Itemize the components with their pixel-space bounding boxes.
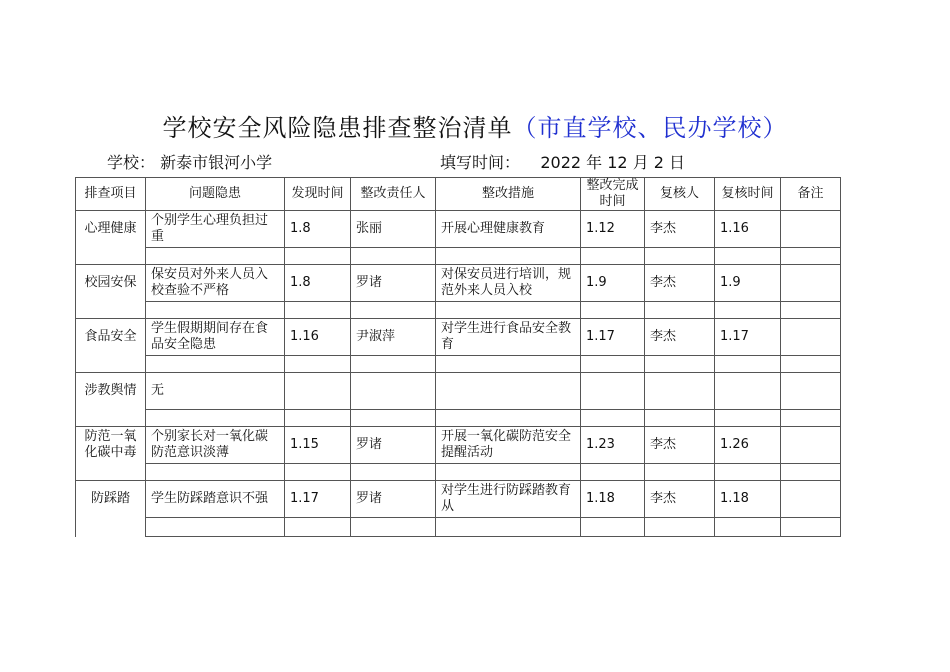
table-spacer-row xyxy=(76,302,841,319)
table-cell: 1.8 xyxy=(285,265,351,302)
table-cell xyxy=(781,373,841,410)
table-row xyxy=(76,427,841,464)
header-cell: 整改责任人 xyxy=(351,178,436,211)
table-cell: 学生防踩踏意识不强 xyxy=(146,481,285,518)
table-cell: 对学生进行防踩踏教育从 xyxy=(436,481,581,518)
table-cell: 李杰 xyxy=(645,481,715,518)
table-row xyxy=(76,265,841,302)
table-cell: 罗诸 xyxy=(351,427,436,464)
table-cell: 防踩踏 xyxy=(76,481,146,518)
table-cell xyxy=(781,481,841,518)
table-cell: 学生假期期间存在食品安全隐患 xyxy=(146,319,285,356)
table-spacer-row xyxy=(76,518,841,537)
table-cell: 1.16 xyxy=(285,319,351,356)
table-row xyxy=(76,373,841,410)
table-cell: 1.8 xyxy=(285,211,351,248)
table-row xyxy=(76,481,841,518)
table-cell: 开展心理健康教育 xyxy=(436,211,581,248)
table-cell: 个别家长对一氧化碳防范意识淡薄 xyxy=(146,427,285,464)
table-spacer-row xyxy=(76,248,841,265)
table-cell: 心理健康 xyxy=(76,211,146,248)
table-cell: 1.16 xyxy=(715,211,781,248)
title-subtitle: （市直学校、民办学校） xyxy=(512,114,788,142)
risk-checklist-table xyxy=(75,177,841,537)
table-cell: 无 xyxy=(146,373,285,410)
table-spacer-row xyxy=(76,410,841,427)
table-cell: 个别学生心理负担过重 xyxy=(146,211,285,248)
table-cell: 尹淑萍 xyxy=(351,319,436,356)
table-cell xyxy=(781,427,841,464)
header-cell: 发现时间 xyxy=(285,178,351,211)
school-label: 学校： xyxy=(107,153,156,172)
header-cell: 排查项目 xyxy=(76,178,146,211)
header-cell: 复核时间 xyxy=(715,178,781,211)
header-cell: 整改完成时间 xyxy=(581,178,645,211)
table-cell xyxy=(351,373,436,410)
date-field xyxy=(440,150,685,173)
table-cell xyxy=(781,211,841,248)
header-row xyxy=(76,178,841,211)
table-cell xyxy=(436,373,581,410)
table-cell xyxy=(781,319,841,356)
title-main: 学校安全风险隐患排查整治清单 xyxy=(162,114,513,142)
date-label: 填写时间： xyxy=(440,153,521,172)
page-title xyxy=(0,108,950,143)
table-row xyxy=(76,319,841,356)
table-cell: 1.18 xyxy=(715,481,781,518)
table-cell: 张丽 xyxy=(351,211,436,248)
header-cell: 问题隐患 xyxy=(146,178,285,211)
table-cell: 1.17 xyxy=(581,319,645,356)
table-cell: 涉教舆情 xyxy=(76,373,146,410)
table-cell: 李杰 xyxy=(645,319,715,356)
table-cell xyxy=(781,265,841,302)
table-cell xyxy=(285,373,351,410)
date-value: 2022 年 12 月 2 日 xyxy=(540,153,686,172)
school-field xyxy=(107,150,272,173)
table-cell: 1.18 xyxy=(581,481,645,518)
table-cell: 校园安保 xyxy=(76,265,146,302)
table-spacer-row xyxy=(76,356,841,373)
school-name: 新泰市银河小学 xyxy=(160,153,273,172)
table-cell: 李杰 xyxy=(645,265,715,302)
table-cell: 1.12 xyxy=(581,211,645,248)
table-cell xyxy=(581,373,645,410)
table-cell: 李杰 xyxy=(645,427,715,464)
header-cell: 整改措施 xyxy=(436,178,581,211)
table-cell xyxy=(645,373,715,410)
table-row xyxy=(76,211,841,248)
table-cell: 1.17 xyxy=(715,319,781,356)
table-cell: 保安员对外来人员入校查验不严格 xyxy=(146,265,285,302)
header-cell: 备注 xyxy=(781,178,841,211)
table-cell: 1.17 xyxy=(285,481,351,518)
table-cell: 对保安员进行培训，规范外来人员入校 xyxy=(436,265,581,302)
table-cell: 1.9 xyxy=(581,265,645,302)
table-cell: 防范一氧化碳中毒 xyxy=(76,427,146,464)
table-cell: 罗诸 xyxy=(351,265,436,302)
table-spacer-row xyxy=(76,464,841,481)
table-cell: 罗诸 xyxy=(351,481,436,518)
table-cell: 李杰 xyxy=(645,211,715,248)
table-cell: 开展一氧化碳防范安全提醒活动 xyxy=(436,427,581,464)
table-cell: 对学生进行食品安全教育 xyxy=(436,319,581,356)
table-cell: 食品安全 xyxy=(76,319,146,356)
table-cell: 1.26 xyxy=(715,427,781,464)
table-cell: 1.23 xyxy=(581,427,645,464)
header-cell: 复核人 xyxy=(645,178,715,211)
table-cell: 1.9 xyxy=(715,265,781,302)
table-cell xyxy=(715,373,781,410)
table-cell: 1.15 xyxy=(285,427,351,464)
